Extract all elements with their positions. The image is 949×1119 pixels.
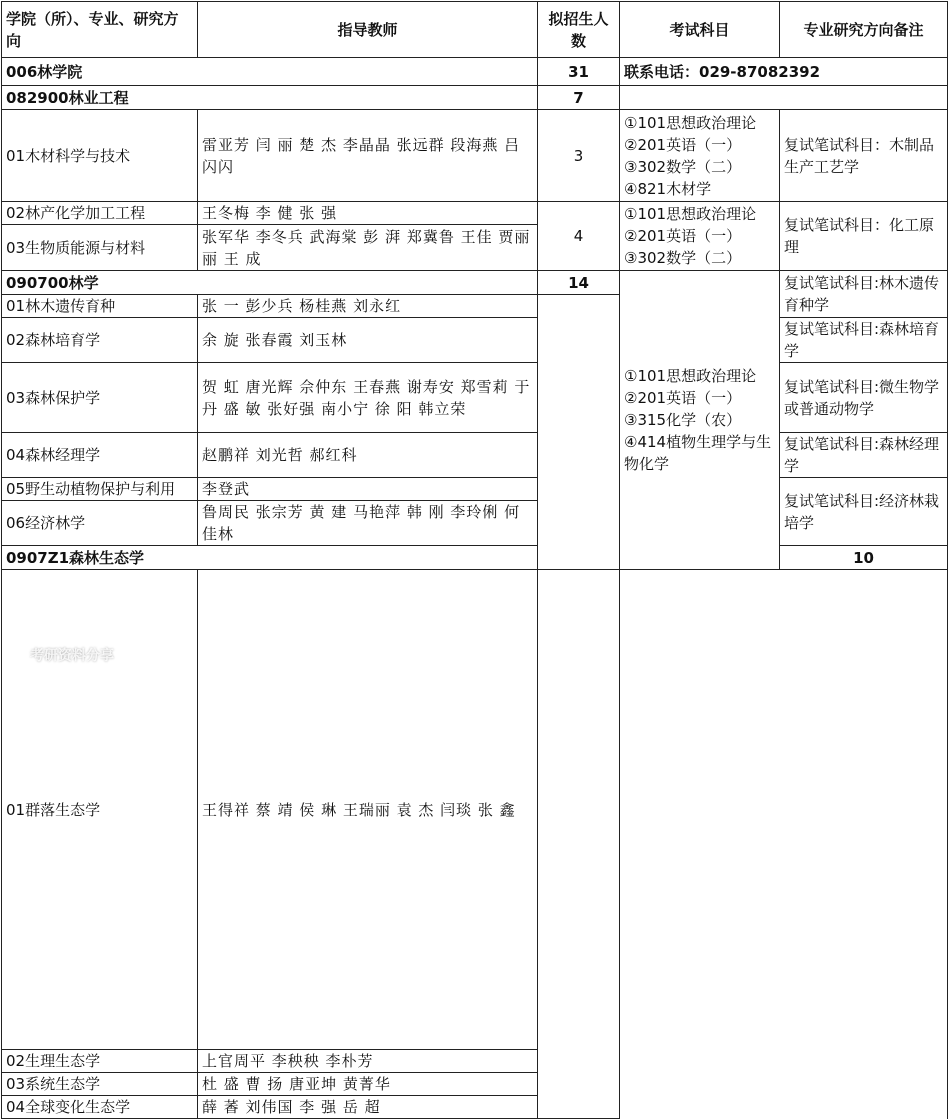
direction-name: 02森林培育学 <box>2 318 198 363</box>
major-name: 090700林学 <box>2 271 538 295</box>
direction-note: 复试笔试科目:经济林栽培学 <box>780 478 948 546</box>
header-advisors: 指导教师 <box>198 2 538 58</box>
direction-row <box>2 363 948 433</box>
direction-row <box>2 1050 948 1073</box>
direction-row <box>2 433 948 478</box>
exam-subject: ②201英语（一） <box>624 135 742 154</box>
exam-subject: ①101思想政治理论 <box>624 367 757 385</box>
quota-empty <box>538 570 620 1119</box>
watermark: 考研资料分享 <box>30 648 114 664</box>
direction-name: 02林产化学加工工程 <box>2 202 198 225</box>
header-quota: 拟招生人数 <box>538 2 620 58</box>
quota-empty <box>538 295 620 570</box>
header-notes: 专业研究方向备注 <box>780 2 948 58</box>
exam-subject: ②201英语（一） <box>624 389 742 407</box>
college-contact: 联系电话：029-87082392 <box>620 58 948 86</box>
direction-advisors: 王冬梅 李 健 张 强 <box>198 202 538 225</box>
exam-subject: ③302数学（二） <box>624 249 742 267</box>
direction-row <box>2 1096 948 1119</box>
major-row <box>2 271 948 295</box>
direction-advisors: 张 一 彭少兵 杨桂燕 刘永红 <box>198 295 538 318</box>
direction-advisors: 贺 虹 唐光辉 佘仲东 王春燕 谢寿安 郑雪莉 于 丹 盛 敏 张好强 南小宁 徐 阳 韩立荣 <box>198 363 538 433</box>
exam-subject: ②201英语（一） <box>624 227 742 245</box>
major-name: 0907Z1森林生态学 <box>2 546 538 570</box>
direction-name: 03生物质能源与材料 <box>2 225 198 271</box>
direction-note: 复试笔试科目:微生物学或普通动物学 <box>780 363 948 433</box>
direction-note: 复试笔试科目：化工原理 <box>780 202 948 271</box>
direction-note: 复试笔试科目:森林培育学 <box>780 318 948 363</box>
direction-name: 03森林保护学 <box>2 363 198 433</box>
direction-advisors: 王得祥 蔡 靖 侯 琳 王瑞丽 袁 杰 闫琰 张 鑫 <box>198 570 538 1050</box>
direction-row <box>2 318 948 363</box>
exam-subject: ③302数学（二） <box>624 157 742 176</box>
direction-advisors: 鲁周民 张宗芳 黄 建 马艳萍 韩 刚 李玲俐 何佳林 <box>198 501 538 546</box>
exam-subjects <box>620 271 780 570</box>
direction-name: 05野生动植物保护与利用 <box>2 478 198 501</box>
direction-advisors: 李登武 <box>198 478 538 501</box>
direction-advisors: 杜 盛 曹 扬 唐亚坤 黄菁华 <box>198 1073 538 1096</box>
direction-note: 复试笔试科目:林木遗传育种学 <box>780 271 948 318</box>
header-row <box>2 2 948 58</box>
direction-row <box>2 478 948 501</box>
header-exams: 考试科目 <box>620 2 780 58</box>
direction-name: 01林木遗传育种 <box>2 295 198 318</box>
direction-note: 复试笔试科目：木制品生产工艺学 <box>780 110 948 202</box>
exam-subject: ①101思想政治理论 <box>624 113 757 132</box>
direction-name: 01群落生态学 <box>2 570 198 1050</box>
direction-name: 06经济林学 <box>2 501 198 546</box>
direction-quota: 4 <box>538 202 620 271</box>
direction-row <box>2 202 948 225</box>
admissions-table <box>1 1 948 1119</box>
direction-name: 04森林经理学 <box>2 433 198 478</box>
direction-quota: 3 <box>538 110 620 202</box>
major-quota: 7 <box>538 86 620 110</box>
college-row <box>2 58 948 86</box>
major-name: 082900林业工程 <box>2 86 538 110</box>
major-empty <box>620 86 948 110</box>
direction-row <box>2 570 948 1050</box>
exam-subjects <box>620 202 780 271</box>
direction-advisors: 薛 萫 刘伟国 李 强 岳 超 <box>198 1096 538 1119</box>
direction-name: 01木材科学与技术 <box>2 110 198 202</box>
direction-row <box>2 110 948 202</box>
exam-subjects <box>620 110 780 202</box>
exam-subject: ④821木材学 <box>624 179 712 198</box>
college-quota: 31 <box>538 58 620 86</box>
header-college: 学院（所）、专业、研究方向 <box>2 2 198 58</box>
college-name: 006林学院 <box>2 58 538 86</box>
exam-subject: ①101思想政治理论 <box>624 205 757 223</box>
direction-advisors: 上官周平 李秧秧 李朴芳 <box>198 1050 538 1073</box>
direction-name: 03系统生态学 <box>2 1073 198 1096</box>
major-row <box>2 546 948 570</box>
major-row <box>2 86 948 110</box>
direction-advisors: 余 旋 张春霞 刘玉林 <box>198 318 538 363</box>
exam-subject: ④414植物生理学与生物化学 <box>624 433 772 473</box>
direction-name: 04全球变化生态学 <box>2 1096 198 1119</box>
direction-row <box>2 1073 948 1096</box>
major-quota: 10 <box>780 546 948 570</box>
direction-note: 复试笔试科目:森林经理学 <box>780 433 948 478</box>
direction-advisors: 赵鹏祥 刘光哲 郝红科 <box>198 433 538 478</box>
major-quota: 14 <box>538 271 620 295</box>
direction-advisors: 雷亚芳 闫 丽 楚 杰 李晶晶 张远群 段海燕 吕闪闪 <box>198 110 538 202</box>
exam-subject: ③315化学（农） <box>624 411 742 429</box>
direction-advisors: 张军华 李冬兵 武海棠 彭 湃 郑冀鲁 王佳 贾丽丽 王 成 <box>198 225 538 271</box>
direction-name: 02生理生态学 <box>2 1050 198 1073</box>
